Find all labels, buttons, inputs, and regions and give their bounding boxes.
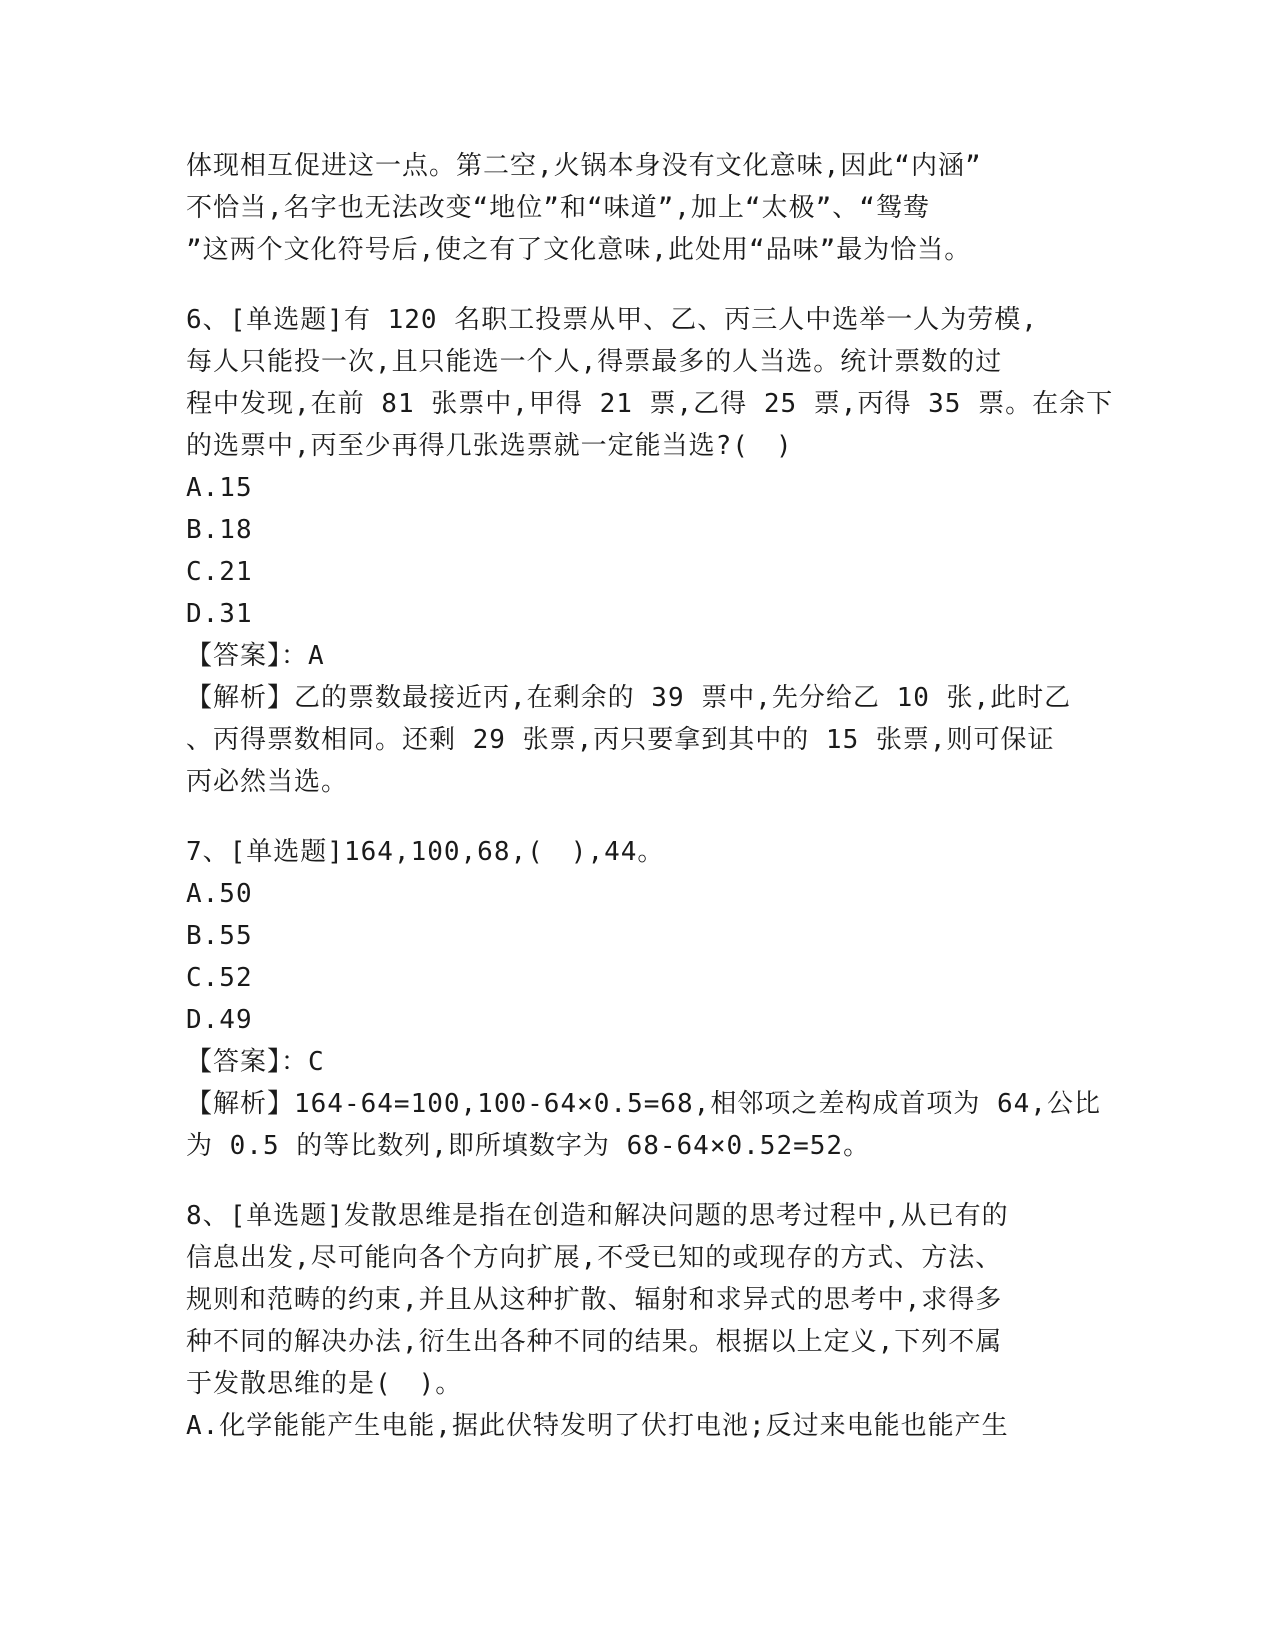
question-stem-line: 的选票中,丙至少再得几张选票就一定能当选?( ) [186, 431, 793, 461]
question-6 [186, 299, 1114, 803]
option-c: C.21 [186, 557, 253, 587]
analysis-line: 【解析】乙的票数最接近丙,在剩余的 39 票中,先分给乙 10 张,此时乙 [186, 683, 1072, 713]
question-8 [186, 1195, 1086, 1447]
question-7 [186, 831, 1101, 1167]
option-a: A.15 [186, 473, 253, 503]
intro-line: 体现相互促进这一点。第二空,火锅本身没有文化意味,因此“内涵” [186, 151, 982, 181]
option-b: B.18 [186, 515, 253, 545]
analysis-line: 【解析】164-64=100,100-64×0.5=68,相邻项之差构成首项为 64,公比 [186, 1089, 1101, 1119]
question-stem-line: 6、[单选题]有 120 名职工投票从甲、乙、丙三人中选举一人为劳模, [186, 305, 1038, 335]
question-stem-line: 7、[单选题]164,100,68,( ),44。 [186, 837, 665, 867]
option-b: B.55 [186, 921, 253, 951]
analysis-line: 为 0.5 的等比数列,即所填数字为 68-64×0.52=52。 [186, 1131, 871, 1161]
question-stem-line: 种不同的解决办法,衍生出各种不同的结果。根据以上定义,下列不属 [186, 1327, 1003, 1357]
option-d: D.49 [186, 1005, 253, 1035]
question-stem-line: 于发散思维的是( )。 [186, 1369, 463, 1399]
spacer [186, 803, 1086, 831]
option-a: A.化学能能产生电能,据此伏特发明了伏打电池;反过来电能也能产生 [186, 1411, 1009, 1441]
answer-line: 【答案】：C [186, 1047, 325, 1077]
option-d: D.31 [186, 599, 253, 629]
intro-line: ”这两个文化符号后,使之有了文化意味,此处用“品味”最为恰当。 [186, 235, 972, 265]
question-stem-line: 每人只能投一次,且只能选一个人,得票最多的人当选。统计票数的过 [186, 347, 1003, 377]
spacer [186, 271, 1086, 299]
intro-line: 不恰当,名字也无法改变“地位”和“味道”,加上“太极”、“鸳鸯 [186, 193, 930, 223]
analysis-line: 丙必然当选。 [186, 767, 349, 797]
intro-paragraph [186, 145, 1086, 271]
spacer [186, 1167, 1086, 1195]
answer-line: 【答案】：A [186, 641, 325, 671]
option-a: A.50 [186, 879, 253, 909]
analysis-line: 、丙得票数相同。还剩 29 张票,丙只要拿到其中的 15 张票,则可保证 [186, 725, 1055, 755]
option-c: C.52 [186, 963, 253, 993]
question-stem-line: 程中发现,在前 81 张票中,甲得 21 票,乙得 25 票,丙得 35 票。在余下 [186, 389, 1114, 419]
question-stem-line: 规则和范畴的约束,并且从这种扩散、辐射和求异式的思考中,求得多 [186, 1285, 1003, 1315]
question-stem-line: 8、[单选题]发散思维是指在创造和解决问题的思考过程中,从已有的 [186, 1201, 1009, 1231]
question-stem-line: 信息出发,尽可能向各个方向扩展,不受已知的或现存的方式、方法、 [186, 1243, 1003, 1273]
document-page [186, 145, 1114, 1447]
